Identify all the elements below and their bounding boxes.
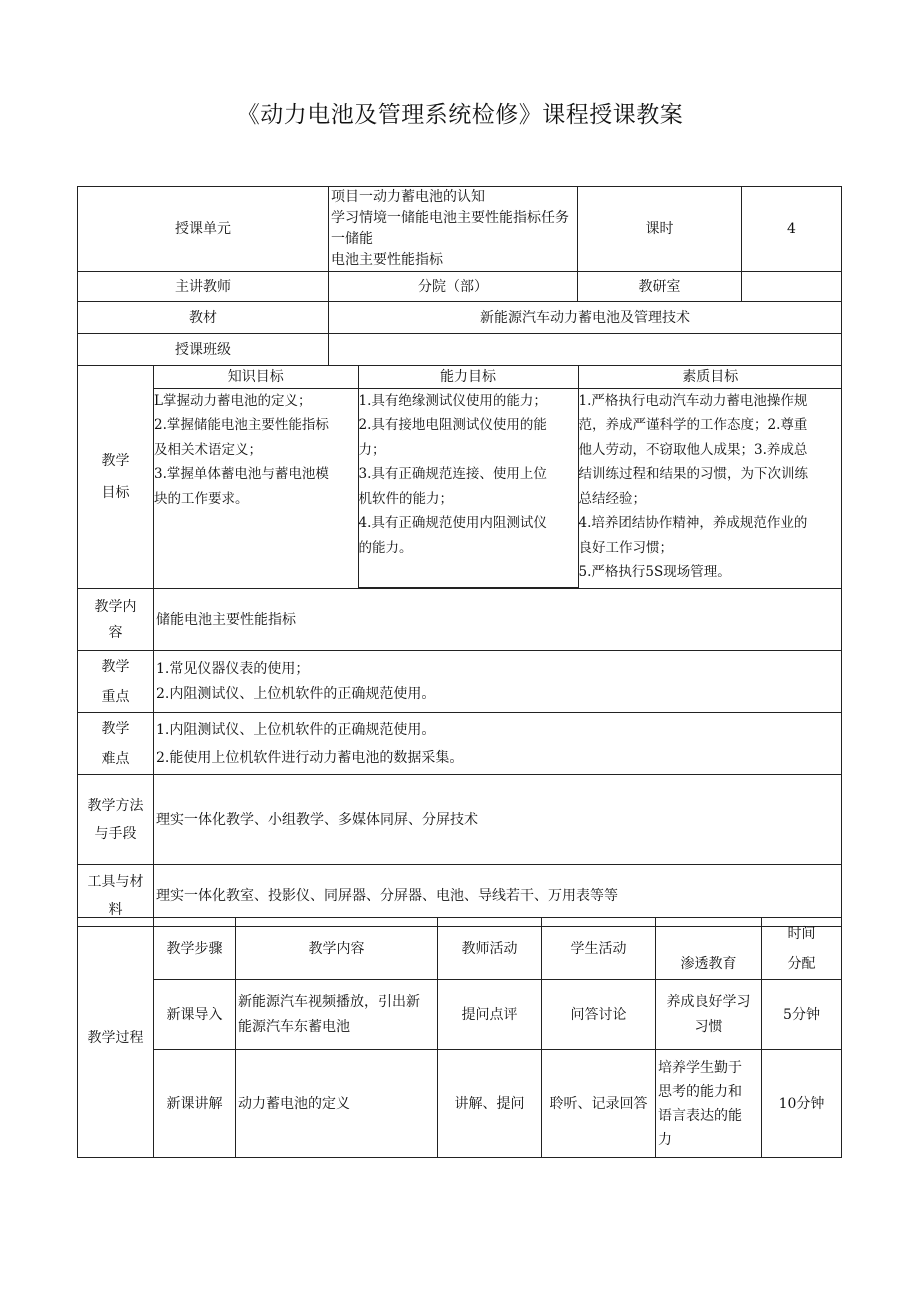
key-point-line: 1.常见仪器仪表的使用； (156, 660, 310, 677)
textbook-label: 教材 (78, 302, 329, 334)
tools-label-line: 料 (108, 901, 123, 918)
time-header (762, 918, 842, 980)
goals-label-line: 教学 (101, 453, 130, 469)
quality-header: 素质目标 (578, 366, 842, 388)
difficulty-line: 1.内阻测试仪、上位机软件的正确规范使用。 (156, 721, 436, 738)
ability-line: 的能力。 (358, 539, 413, 556)
hours-value: 4 (742, 187, 842, 272)
knowledge-header: 知识目标 (154, 366, 358, 388)
process-infusion-line: 思考的能力和 (658, 1083, 742, 1100)
knowledge-line: 块的工作要求。 (154, 490, 249, 507)
office-value (742, 272, 842, 302)
process-infusion-line: 养成良好学习 (666, 993, 751, 1010)
key-points-label (78, 651, 154, 713)
process-infusion-line: 语言表达的能 (658, 1107, 742, 1124)
quality-line: 5.严格执行5S现场管理。 (578, 564, 731, 580)
ability-line: 力； (358, 441, 386, 458)
goals-row (78, 366, 842, 589)
unit-label: 授课单元 (78, 187, 329, 272)
process-row (78, 1050, 842, 1158)
process-header-row (78, 918, 842, 980)
process-step: 新课导入 (154, 980, 236, 1050)
unit-line: 项目一动力蓄电池的认知 (331, 189, 485, 205)
class-value (329, 334, 842, 366)
ability-line: 2.具有接地电阻测试仪使用的能 (358, 417, 547, 433)
quality-line: 4.培养团结协作精神，养成规范作业的 (578, 515, 808, 531)
process-label: 教学过程 (78, 918, 154, 1158)
goals-inner-cell (154, 366, 842, 589)
infusion-header: 渗透教育 (656, 918, 762, 980)
content-header: 教学内容 (236, 918, 438, 980)
hours-label: 课时 (578, 187, 742, 272)
time-header-line: 时间 (787, 925, 816, 942)
process-time: 10分钟 (762, 1050, 842, 1158)
process-step: 新课讲解 (154, 1050, 236, 1158)
knowledge-line: L掌握动力蓄电池的定义； (154, 392, 312, 409)
quality-line: 范，养成严谨科学的工作态度；2.尊重 (578, 417, 808, 433)
process-infusion (656, 1050, 762, 1158)
unit-row (78, 187, 842, 272)
process-time: 5分钟 (762, 980, 842, 1050)
unit-line: 电池主要性能指标 (331, 252, 443, 268)
methods-value: 理实一体化教学、小组教学、多媒体同屏、分屏技术 (154, 775, 842, 865)
process-table (77, 917, 842, 1158)
knowledge-goals (154, 388, 358, 588)
process-student-activity: 聆听、记录回答 (542, 1050, 656, 1158)
process-infusion-line: 习惯 (694, 1018, 723, 1035)
quality-line: 良好工作习惯； (578, 539, 673, 556)
goals-label-line: 目标 (101, 485, 130, 501)
difficulties-value (154, 713, 842, 775)
knowledge-line: 及相关术语定义； (154, 441, 262, 458)
quality-line: 总结经验； (578, 490, 646, 507)
branch-label: 分院（部） (329, 272, 578, 302)
quality-line: 1.严格执行电动汽车动力蓄电池操作规 (578, 392, 808, 409)
difficulty-line: 2.能使用上位机软件进行动力蓄电池的数据采集。 (156, 749, 464, 766)
time-header-line: 分配 (787, 955, 816, 972)
methods-label-line: 与手段 (94, 825, 137, 842)
process-row (78, 980, 842, 1050)
textbook-row (78, 302, 842, 334)
student-activity-header: 学生活动 (542, 918, 656, 980)
key-point-line: 2.内阻测试仪、上位机软件的正确规范使用。 (156, 685, 436, 702)
content-row (78, 589, 842, 651)
page-title: 《动力电池及管理系统检修》课程授课教案 (236, 102, 684, 128)
quality-line: 结训练过程和结果的习惯，为下次训练 (578, 466, 808, 482)
process-teacher-activity: 讲解、提问 (438, 1050, 542, 1158)
process-infusion-line: 力 (658, 1131, 672, 1148)
methods-label-line: 教学方法 (87, 797, 144, 814)
process-content-line: 能源汽车东蓄电池 (238, 1018, 350, 1035)
office-label: 教研室 (578, 272, 742, 302)
key-points-label-line: 教学 (101, 658, 130, 675)
quality-line: 他人劳动，不窃取他人成果；3.养成总 (578, 441, 808, 458)
process-content (236, 980, 438, 1050)
lesson-plan-table (77, 186, 842, 927)
teacher-activity-header: 教师活动 (438, 918, 542, 980)
teacher-label: 主讲教师 (78, 272, 329, 302)
quality-goals (578, 388, 842, 588)
process-student-activity: 问答讨论 (542, 980, 656, 1050)
unit-value (329, 187, 578, 272)
tools-label-line: 工具与材 (87, 873, 144, 890)
textbook-value: 新能源汽车动力蓄电池及管理技术 (329, 302, 842, 334)
process-infusion (656, 980, 762, 1050)
process-teacher-activity: 提问点评 (438, 980, 542, 1050)
difficulties-label (78, 713, 154, 775)
process-content (236, 1050, 438, 1158)
knowledge-line: 2.掌握储能电池主要性能指标 (154, 417, 329, 433)
content-label-line: 教学内 (94, 598, 137, 615)
tools-value: 理实一体化教室、投影仪、同屏器、分屏器、电池、导线若干、万用表等等 (154, 865, 842, 927)
step-header: 教学步骤 (154, 918, 236, 980)
ability-line: 1.具有绝缘测试仪使用的能力； (358, 392, 547, 409)
unit-line: 学习情境一储能电池主要性能指标任务一储能 (331, 210, 569, 247)
content-value: 储能电池主要性能指标 (154, 589, 842, 651)
process-content-line: 新能源汽车视频播放，引出新 (238, 993, 420, 1010)
goals-label (78, 366, 154, 589)
difficulties-row (78, 713, 842, 775)
process-infusion-line: 培养学生勤于 (658, 1059, 742, 1076)
methods-row (78, 775, 842, 865)
ability-line: 3.具有正确规范连接、使用上位 (358, 466, 547, 482)
class-label: 授课班级 (78, 334, 329, 366)
process-content-line: 动力蓄电池的定义 (238, 1095, 350, 1112)
ability-goals (358, 388, 578, 588)
difficulties-label-line: 教学 (101, 720, 130, 737)
key-points-value (154, 651, 842, 713)
methods-label (78, 775, 154, 865)
key-points-row (78, 651, 842, 713)
teacher-row (78, 272, 842, 302)
ability-line: 机软件的能力； (358, 490, 453, 507)
content-label (78, 589, 154, 651)
knowledge-line: 3.掌握单体蓄电池与蓄电池模 (154, 466, 329, 482)
difficulties-label-line: 难点 (101, 750, 130, 767)
ability-header: 能力目标 (358, 366, 578, 388)
class-row (78, 334, 842, 366)
ability-line: 4.具有正确规范使用内阻测试仪 (358, 515, 547, 531)
goals-inner-table (154, 366, 842, 588)
key-points-label-line: 重点 (101, 688, 130, 705)
content-label-line: 容 (108, 624, 123, 641)
